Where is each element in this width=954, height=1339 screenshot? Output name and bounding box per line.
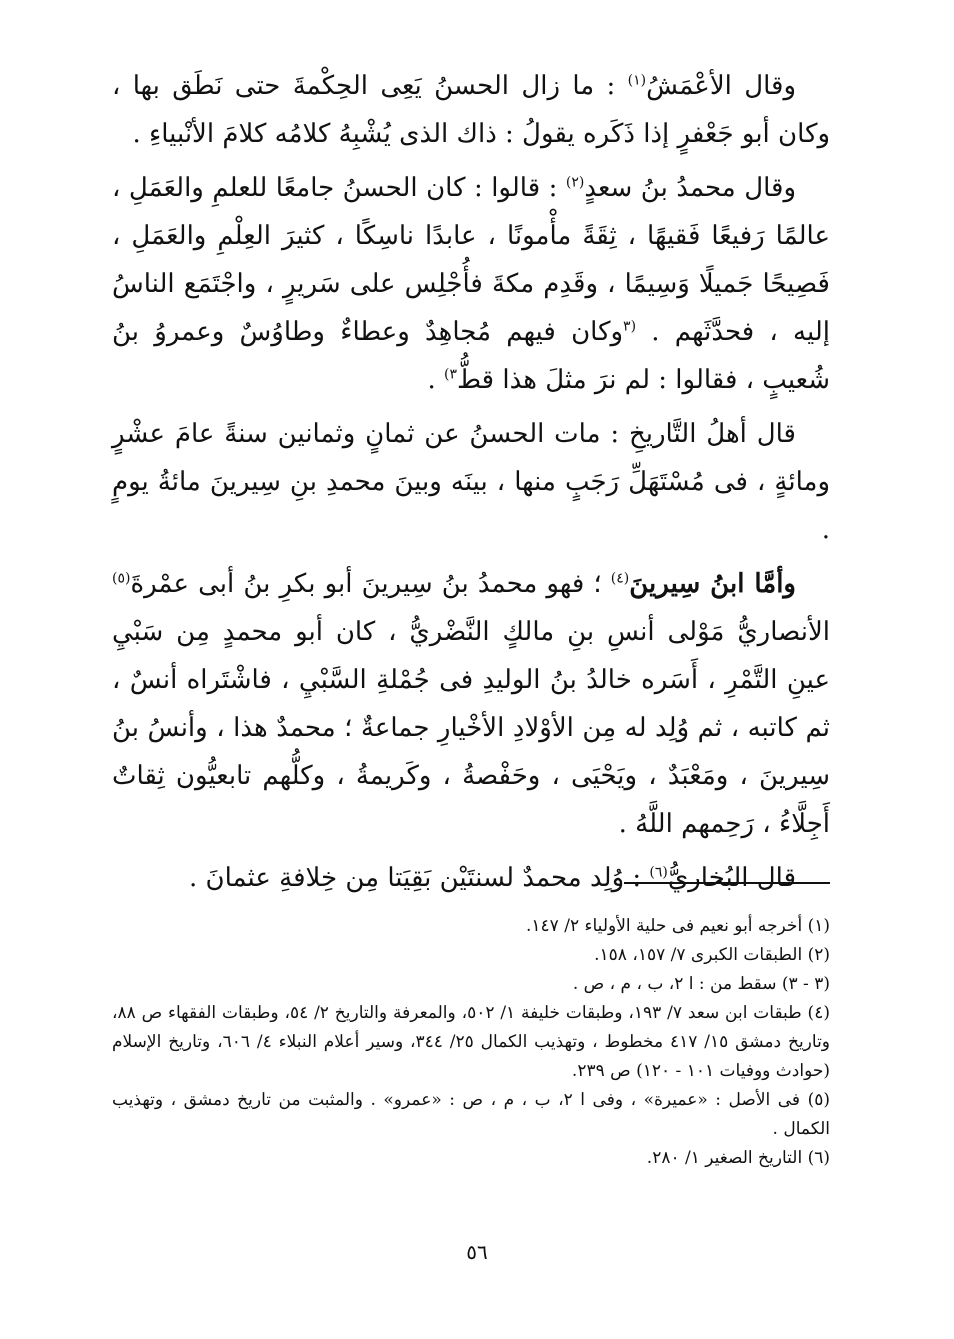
text: الأنصاريُّ مَوْلى أنسِ بنِ مالكٍ النَّضْريُّ ، كان أبو محمدٍ مِن سَبْيِ عينِ التَّمْرِ ، أَسَره خالدُ بنُ الوليدِ فى جُمْلةِ السَّبْيِ ، فاشْتَراه أنسٌ ، ثم كاتبه ، ثم وُلِد له مِن الأوْلادِ الأخْيارِ جماعةٌ ؛ محمدٌ هذا ، وأنسُ بنُ سِيرينَ ، ومَعْبَدٌ ، ويَحْيَى ، وحَفْصةُ ، وكَريمةُ ، وكلُّهم تابعيُّون ثِقاتٌ أَجِلَّاءُ ، رَحِمهم اللَّهُ . xyxy=(112,617,830,839)
text: . xyxy=(427,365,444,395)
footnote-1: (١) أخرجه أبو نعيم فى حلية الأولياء ٢/ ١٤٧. xyxy=(526,916,830,936)
footnotes xyxy=(112,912,830,1173)
paragraph-4 xyxy=(112,560,830,848)
footnote-separator xyxy=(624,882,830,884)
page-number: ٥٦ xyxy=(466,1240,488,1264)
footnote-ref-6[interactable]: (٦) xyxy=(649,864,668,881)
footnote-ref-4[interactable]: (٤) xyxy=(610,570,630,587)
footnote-2: (٢) الطبقات الكبرى ٧/ ١٥٧، ١٥٨. xyxy=(594,945,830,965)
footnote-5: (٥) فى الأصل : «عميرة» ، وفى ا ٢، ب ، م ، ص : «عمرو» . والمثبت من تاريخ دمشق ، وتهذيب الكمال . xyxy=(112,1090,830,1139)
text: وقال الأعْمَشُ xyxy=(646,71,797,101)
text: : وُلِد محمدٌ لسنتَيْن بَقِيَتا مِن خِلافةِ عثمانَ . xyxy=(188,863,650,893)
text: : ما زال الحسنُ يَعِى الحِكْمةَ حتى نَطَق بها ، وكان أبو جَعْفرٍ إذا ذَكَره يقولُ : ذاك الذى يُشْبِهُ كلامُه كلامَ الأنْبياءِ . xyxy=(112,71,830,149)
footnote-6: (٦) التاريخ الصغير ١/ ٢٨٠. xyxy=(646,1148,830,1168)
paragraph-1 xyxy=(112,62,830,158)
text: : قالوا : كان الحسنُ جامعًا للعلمِ والعَمَلِ ، عالمًا رَفيعًا فَقيهًا ، ثِقَةً مأْمونًا ، عابدًا ناسِكًا ، كثيرَ العِلْمِ والعَمَلِ ، فَصِيحًا جَميلًا وَسِيمًا ، وقَدِم مكةَ فأُجْلِس على سَريرٍ ، واجْتَمَع الناسُ إليه ، فحدَّثَهم . xyxy=(112,173,830,347)
text: وقال محمدُ بنُ سعدٍ xyxy=(584,173,796,203)
footnote-ref-5[interactable]: (٥) xyxy=(112,570,131,587)
paragraph-5 xyxy=(112,854,830,902)
footnote-3: (٣ - ٣) سقط من : ا ٢، ب ، م ، ص . xyxy=(572,974,830,994)
footnote-ref-2[interactable]: (٢) xyxy=(565,174,585,191)
footnote-ref-3-start[interactable]: (٣ xyxy=(623,318,637,335)
footnote-4: (٤) طبقات ابن سعد ٧/ ١٩٣، وطبقات خليفة ١/ ٥٠٢، والمعرفة والتاريخ ٢/ ٥٤، وطبقات الفقهاء ص ٨٨، وتاريخ دمشق ١٥/ ٤١٧ مخطوط ، وتهذيب الكمال ٢٥/ ٣٤٤، وسير أعلام النبلاء ٤/ ٦٠٦، وتاريخ الإسلام (حوادث ووفيات ١٠١ - ١٢٠) ص ٢٣٩. xyxy=(112,1003,831,1081)
text: ؛ فهو محمدُ بنُ سِيرينَ أبو بكرِ بنُ أبى عمْرةَ xyxy=(130,569,611,599)
text: قال البُخاريُّ xyxy=(667,863,796,893)
main-text xyxy=(112,62,830,908)
footnote-ref-1[interactable]: (١) xyxy=(627,72,647,89)
section-lead: وأمَّا ابنُ سِيرينَ xyxy=(629,569,796,599)
paragraph-2 xyxy=(112,164,830,404)
footnote-ref-3-end[interactable]: ٣) xyxy=(443,366,457,383)
paragraph-3 xyxy=(112,410,830,554)
text: قال أهلُ التَّاريخِ : مات الحسنُ عن ثمانٍ وثمانين سنةً عامَ عشْرٍ ومائةٍ ، فى مُسْتَهَلِّ رَجَبٍ منها ، بينَه وبينَ محمدِ بنِ سِيرينَ مائةُ يومٍ . xyxy=(112,419,831,545)
text: وكان فيهم مُجاهِدٌ وعطاءٌ وطاوُسٌ وعمروُ بنُ شُعيبٍ ، فقالوا : لم نرَ مثلَ هذا قطُّ xyxy=(112,317,830,395)
